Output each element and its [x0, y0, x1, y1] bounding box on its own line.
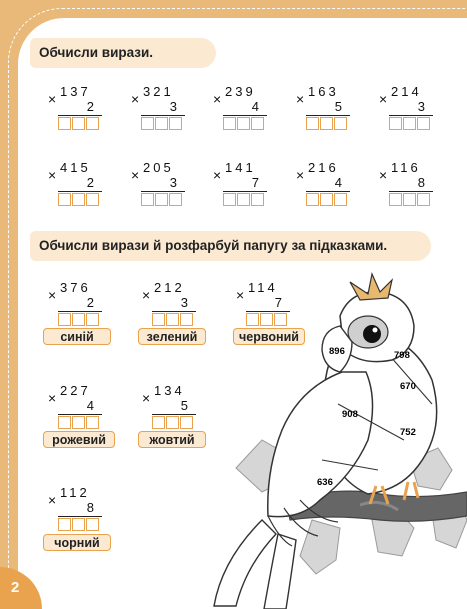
multiplier: 5 — [180, 398, 188, 413]
multiplier: 3 — [417, 99, 425, 114]
multiply-sign: × — [142, 390, 151, 406]
multiplicand: 212 — [154, 280, 185, 295]
page-number: 2 — [11, 579, 20, 596]
multiplier: 2 — [86, 175, 94, 190]
color-label-yellow: жовтий — [138, 431, 206, 448]
color-label-pink: рожевий — [43, 431, 115, 448]
multiplier: 4 — [334, 175, 342, 190]
multiply-sign: × — [379, 91, 388, 107]
multiply-sign: × — [48, 167, 57, 183]
multiplicand: 227 — [60, 383, 91, 398]
multiply-sign: × — [48, 287, 57, 303]
multiply-sign: × — [48, 390, 57, 406]
multiplier: 2 — [86, 99, 94, 114]
multiply-sign: × — [48, 91, 57, 107]
multiplicand: 214 — [391, 84, 422, 99]
color-label-red: червоний — [233, 328, 305, 345]
multiplier: 4 — [251, 99, 259, 114]
multiplicand: 216 — [308, 160, 339, 175]
multiplicand: 137 — [60, 84, 91, 99]
multiplicand: 112 — [60, 485, 90, 500]
multiply-sign: × — [131, 91, 140, 107]
multiplier: 7 — [274, 295, 282, 310]
multiplicand: 163 — [308, 84, 339, 99]
color-label-blue: синій — [43, 328, 111, 345]
multiplier: 8 — [86, 500, 94, 515]
multiply-sign: × — [236, 287, 245, 303]
multiplier: 2 — [86, 295, 94, 310]
multiplicand: 141 — [225, 160, 256, 175]
parrot-number-3: 670 — [400, 381, 416, 392]
multiplicand: 239 — [225, 84, 256, 99]
multiply-sign: × — [213, 91, 222, 107]
multiplier: 7 — [251, 175, 259, 190]
parrot-number-6: 636 — [317, 477, 333, 488]
multiply-sign: × — [296, 167, 305, 183]
multiplicand: 205 — [143, 160, 174, 175]
multiply-sign: × — [131, 167, 140, 183]
parrot-number-5: 752 — [400, 427, 416, 438]
color-label-black: чорний — [43, 534, 111, 551]
color-label-green: зелений — [138, 328, 206, 345]
multiplicand: 116 — [391, 160, 421, 175]
parrot-number-1: 896 — [329, 346, 345, 357]
multiply-sign: × — [296, 91, 305, 107]
multiplier: 3 — [169, 99, 177, 114]
multiplier: 4 — [86, 398, 94, 413]
multiplier: 5 — [334, 99, 342, 114]
parrot-number-2: 798 — [394, 350, 410, 361]
multiplier: 3 — [169, 175, 177, 190]
multiply-sign: × — [48, 492, 57, 508]
multiplier: 8 — [417, 175, 425, 190]
multiplicand: 376 — [60, 280, 91, 295]
multiply-sign: × — [142, 287, 151, 303]
multiplier: 3 — [180, 295, 188, 310]
task1-title: Обчисли вирази. — [30, 38, 216, 68]
multiply-sign: × — [213, 167, 222, 183]
task2-title: Обчисли вирази й розфарбуй папугу за підказками. — [30, 231, 431, 261]
multiplicand: 415 — [60, 160, 91, 175]
multiplicand: 134 — [154, 383, 185, 398]
multiplicand: 321 — [143, 84, 174, 99]
parrot-number-4: 908 — [342, 409, 358, 420]
multiply-sign: × — [379, 167, 388, 183]
multiplicand: 114 — [248, 280, 278, 295]
